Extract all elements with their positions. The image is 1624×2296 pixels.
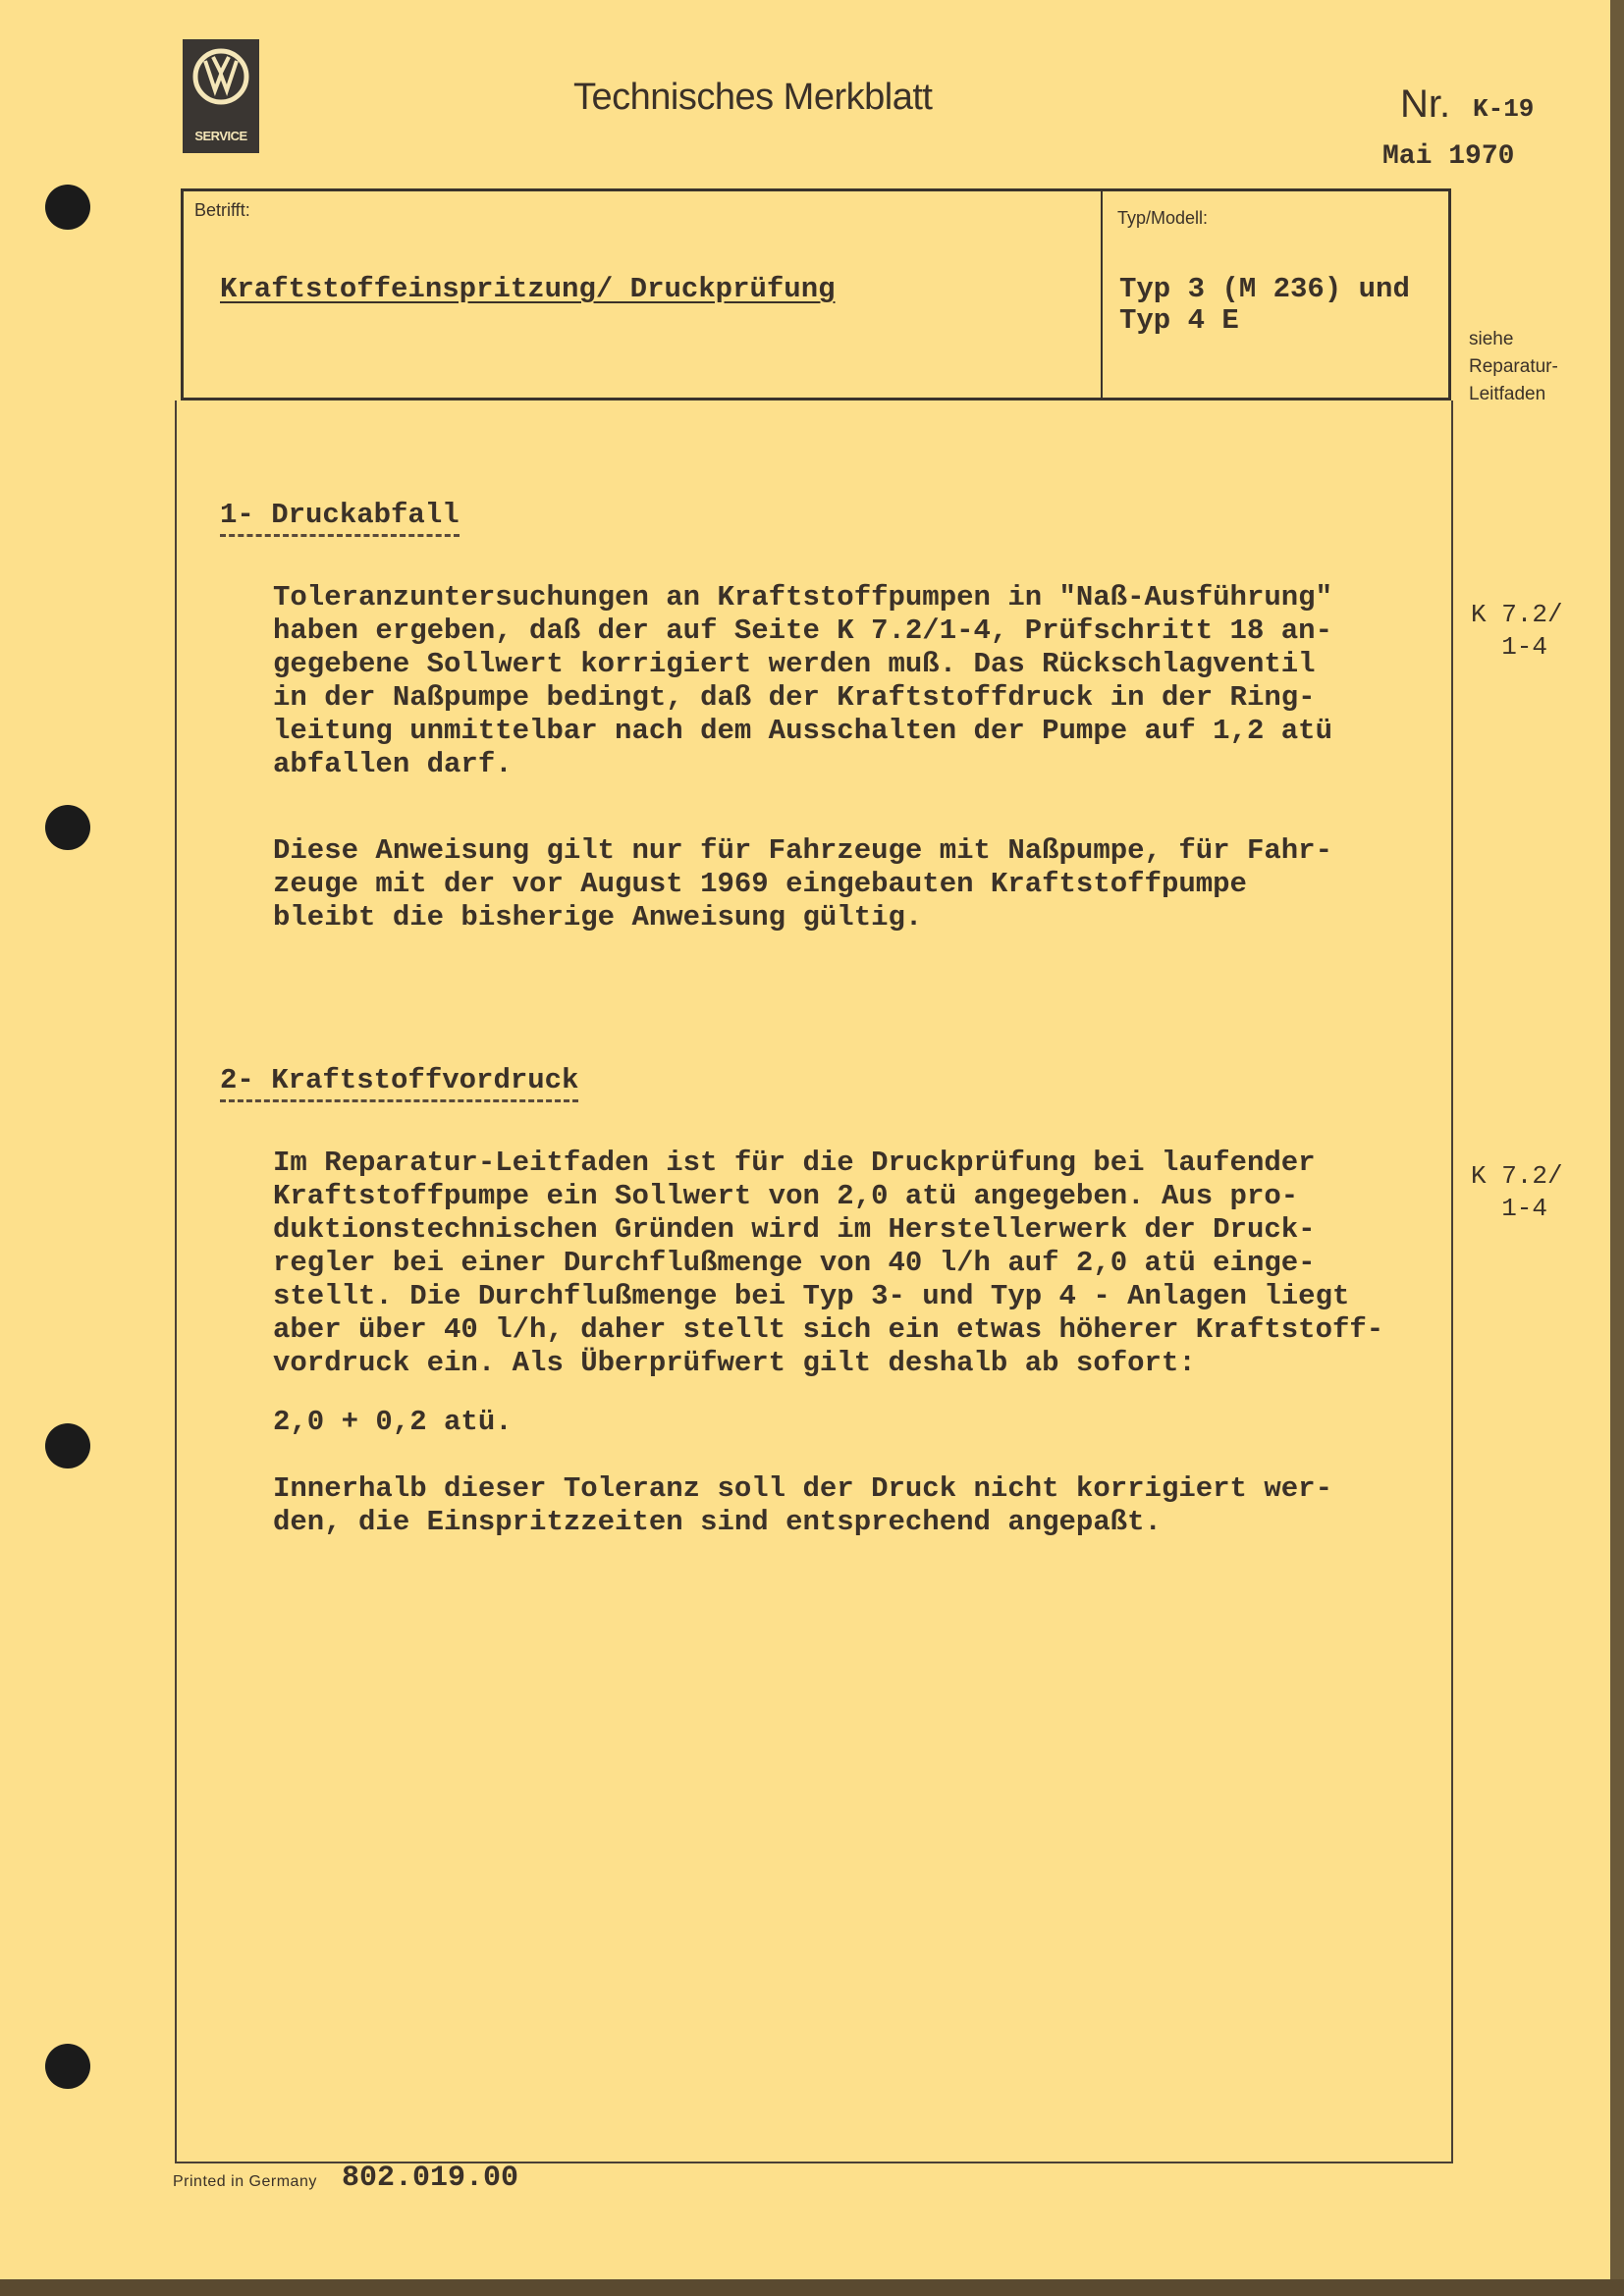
- model-line: Typ 3 (M 236) und: [1119, 273, 1410, 305]
- model-line: Typ 4 E: [1119, 304, 1239, 337]
- punch-hole: [45, 805, 90, 850]
- paragraph: Toleranzuntersuchungen an Kraftstoffpumpen in "Naß-Ausführung" haben ergeben, daß der auf Seite K 7.2/1-4, Prüfschritt 18 an- gegebene Sollwert korrigiert werden muß. Das Rückschlagventil in der Naßpumpe bedingt, daß der Kraftstoffdruck in der Ring- leitung unmittelbar nach dem Ausschalten der Pumpe auf 1,2 atü abfallen darf.: [273, 581, 1332, 780]
- sidenote-line: Leitfaden: [1469, 384, 1546, 404]
- paragraph: Im Reparatur-Leitfaden ist für die Druckprüfung bei laufender Kraftstoffpumpe ein Sollwert von 2,0 atü angegeben. Aus pro- duktionstechnischen Gründen wird im Herstellerwerk der Druck- regler bei einer Durchflußmenge von 40 l/h auf 2,0 atü einge- stellt. Die Durchflußmenge bei Typ 3- und Typ 4 - Anlagen liegt aber über 40 l/h, daher stellt sich ein etwas höherer Kraftstoff- vordruck ein. Als Überprüfwert gilt deshalb ab sofort:: [273, 1147, 1384, 1379]
- section-ref: K 7.2/ 1-4: [1471, 1161, 1563, 1223]
- paragraph: Diese Anweisung gilt nur für Fahrzeuge mit Naßpumpe, für Fahr- zeuge mit der vor August 1969 eingebauten Kraftstoffpumpe bleibt die bisherige Anweisung gültig.: [273, 834, 1332, 934]
- punch-hole: [45, 2044, 90, 2089]
- document-number: K-19: [1473, 94, 1535, 124]
- form-number: 802.019.00: [342, 2162, 519, 2195]
- sidenote-line: siehe: [1469, 329, 1514, 349]
- section-ref: K 7.2/ 1-4: [1471, 600, 1563, 662]
- vw-service-logo: [183, 39, 259, 153]
- number-label: Nr.: [1400, 82, 1451, 126]
- subject-label: Betrifft:: [194, 200, 250, 220]
- section-heading: [220, 499, 460, 537]
- model-label: Typ/Modell:: [1117, 208, 1209, 228]
- printed-in-label: Printed in Germany: [173, 2173, 317, 2190]
- vw-emblem-icon: [191, 47, 250, 106]
- sidenote-line: Reparatur-: [1469, 356, 1558, 377]
- header-divider: [1101, 190, 1103, 400]
- subject-value: Kraftstoffeinspritzung/ Druckprüfung: [220, 273, 836, 305]
- page-edge-bottom: [0, 2279, 1624, 2296]
- paragraph: Innerhalb dieser Toleranz soll der Druck nicht korrigiert wer- den, die Einspritzzeiten sind entsprechend angepaßt.: [273, 1472, 1332, 1538]
- document-date: Mai 1970: [1382, 141, 1515, 172]
- page-edge-right: [1610, 0, 1624, 2296]
- section-1-heading: 1- Druckabfall: [220, 499, 460, 537]
- section-heading: [220, 1064, 578, 1102]
- tolerance-value: 2,0 + 0,2 atü.: [273, 1406, 513, 1438]
- punch-hole: [45, 185, 90, 230]
- logo-service-text: SERVICE: [194, 129, 247, 143]
- section-2-heading: 2- Kraftstoffvordruck: [220, 1064, 578, 1102]
- document-title: Technisches Merkblatt: [573, 77, 933, 118]
- punch-hole: [45, 1423, 90, 1468]
